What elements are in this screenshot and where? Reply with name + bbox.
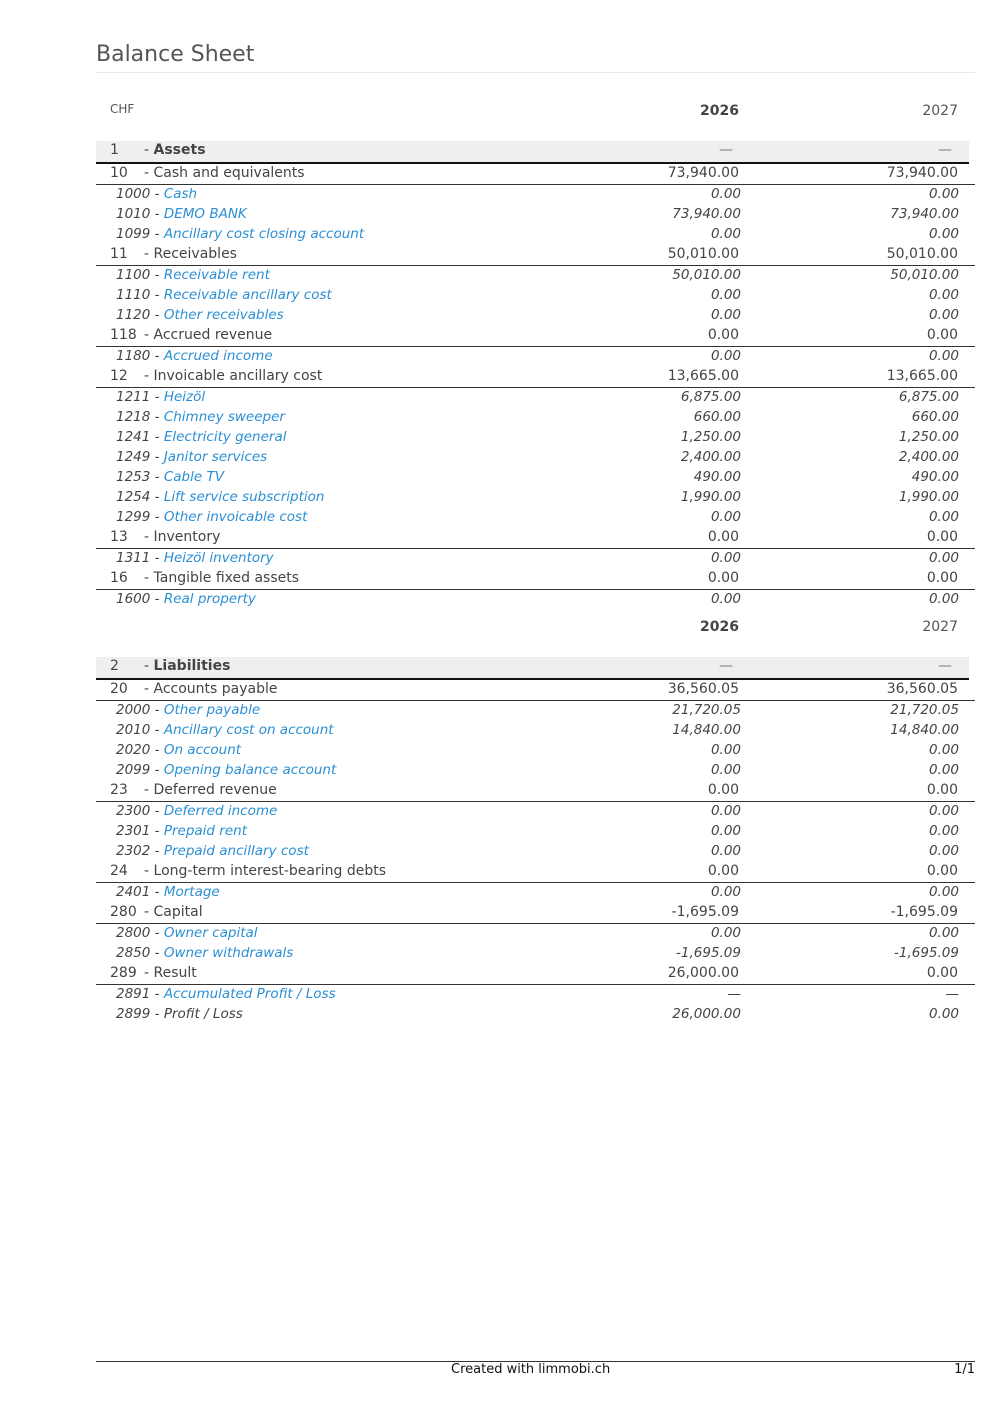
account-value-2026: 0.00 [710, 550, 741, 566]
account-value-2027: — [945, 986, 959, 1002]
group-name: Capital [153, 904, 203, 920]
class-name: Assets [153, 142, 206, 158]
account-label: 2300 - Deferred income [116, 803, 278, 819]
account-value-2026: 26,000.00 [672, 1006, 741, 1022]
account-value-2026: 6,875.00 [680, 389, 741, 405]
account-row [96, 549, 975, 569]
group-name: Cash and equivalents [153, 165, 305, 181]
group-number: 289 [110, 965, 137, 981]
group-label: - Result [144, 965, 197, 981]
account-link[interactable]: Other invoicable cost [163, 509, 308, 525]
account-link[interactable]: Ancillary cost on account [163, 722, 334, 738]
account-value-2027: 0.00 [928, 803, 959, 819]
group-name: Deferred revenue [153, 782, 277, 798]
group-label: - Tangible fixed assets [144, 570, 300, 586]
account-link[interactable]: Owner withdrawals [163, 945, 294, 961]
account-link[interactable]: Cash [163, 186, 198, 202]
account-value-2027: 73,940.00 [890, 206, 959, 222]
account-value-2026: 0.00 [710, 762, 741, 778]
group-row [96, 680, 975, 701]
account-row [96, 761, 975, 781]
account-label: 1211 - Heizöl [116, 389, 206, 405]
account-number: 1600 [116, 591, 151, 607]
page-number: 1/1 [954, 1362, 975, 1377]
account-link[interactable]: Receivable rent [163, 267, 270, 283]
account-value-2027: 2,400.00 [898, 449, 959, 465]
account-number: 1110 [116, 287, 151, 303]
account-value-2027: 0.00 [928, 843, 959, 859]
account-row [96, 508, 975, 528]
account-label: 1000 - Cash [116, 186, 198, 202]
account-value-2027: 1,250.00 [898, 429, 959, 445]
liabilities-section [96, 615, 975, 1025]
group-row [96, 964, 975, 985]
group-value-2027: 50,010.00 [886, 246, 958, 262]
group-value-2026: 0.00 [707, 570, 739, 586]
account-value-2026: 2,400.00 [680, 449, 741, 465]
account-value-2026: 14,840.00 [672, 722, 741, 738]
account-label: 1010 - DEMO BANK [116, 206, 247, 222]
group-value-2026: 73,940.00 [667, 165, 739, 181]
account-value-2026: -1,695.09 [676, 945, 741, 961]
group-number: 20 [110, 681, 128, 697]
account-value-2027: 0.00 [928, 550, 959, 566]
group-value-2027: 36,560.05 [886, 681, 958, 697]
account-row [96, 408, 975, 428]
account-row [96, 205, 975, 225]
group-row [96, 781, 975, 802]
group-label: - Deferred revenue [144, 782, 277, 798]
account-number: 1241 [116, 429, 151, 445]
account-number: 2000 [116, 702, 151, 718]
account-value-2026: 1,250.00 [680, 429, 741, 445]
account-value-2026: 0.00 [710, 884, 741, 900]
account-label: 1253 - Cable TV [116, 469, 224, 485]
account-label: 2899 - Profit / Loss [116, 1006, 243, 1022]
account-value-2026: 0.00 [710, 742, 741, 758]
class-value-2026: — [719, 658, 733, 674]
account-row [96, 721, 975, 741]
group-name: Accrued revenue [153, 327, 273, 343]
group-name: Accounts payable [153, 681, 278, 697]
account-number: 1099 [116, 226, 151, 242]
account-row [96, 388, 975, 408]
account-row [96, 306, 975, 326]
account-value-2026: 0.00 [710, 348, 741, 364]
account-label: 1218 - Chimney sweeper [116, 409, 285, 425]
group-number: 23 [110, 782, 128, 798]
account-label: 1299 - Other invoicable cost [116, 509, 308, 525]
account-link[interactable]: Electricity general [163, 429, 287, 445]
group-number: 11 [110, 246, 128, 262]
account-link[interactable]: Accrued income [163, 348, 273, 364]
group-value-2027: -1,695.09 [890, 904, 958, 920]
group-value-2027: 0.00 [926, 327, 958, 343]
account-label: 1099 - Ancillary cost closing account [116, 226, 365, 242]
account-row [96, 468, 975, 488]
account-row [96, 741, 975, 761]
account-value-2027: 0.00 [928, 591, 959, 607]
account-value-2027: 0.00 [928, 762, 959, 778]
account-row [96, 225, 975, 245]
account-number: 1311 [116, 550, 151, 566]
account-value-2027: 6,875.00 [898, 389, 959, 405]
class-value-2026: — [719, 142, 733, 158]
account-value-2027: 0.00 [928, 287, 959, 303]
account-label: 1100 - Receivable rent [116, 267, 270, 283]
group-value-2026: 36,560.05 [667, 681, 739, 697]
class-number: 1 [110, 142, 119, 158]
account-link[interactable]: Janitor services [163, 449, 268, 465]
account-row [96, 883, 975, 903]
year-column-2: 2027 [922, 619, 958, 635]
account-number: 2020 [116, 742, 151, 758]
account-number: 1299 [116, 509, 151, 525]
account-link[interactable]: Other receivables [163, 307, 284, 323]
account-value-2027: 1,990.00 [898, 489, 959, 505]
account-value-2027: 0.00 [928, 348, 959, 364]
account-value-2027: 0.00 [928, 509, 959, 525]
account-value-2027: 0.00 [928, 226, 959, 242]
account-label: 2301 - Prepaid rent [116, 823, 247, 839]
group-label: - Inventory [144, 529, 221, 545]
group-label: - Capital [144, 904, 203, 920]
account-label: 1110 - Receivable ancillary cost [116, 287, 332, 303]
account-number: 1180 [116, 348, 151, 364]
group-name: Inventory [153, 529, 221, 545]
group-number: 280 [110, 904, 137, 920]
account-row [96, 590, 975, 610]
group-label: - Receivables [144, 246, 237, 262]
group-number: 10 [110, 165, 128, 181]
account-label: 1311 - Heizöl inventory [116, 550, 274, 566]
account-link[interactable]: Ancillary cost closing account [163, 226, 365, 242]
account-link[interactable]: Lift service subscription [163, 489, 325, 505]
group-name: Invoicable ancillary cost [153, 368, 323, 384]
account-value-2027: 50,010.00 [890, 267, 959, 283]
class-value-2027: — [938, 658, 952, 674]
group-number: 118 [110, 327, 137, 343]
account-link[interactable]: Deferred income [163, 803, 278, 819]
liabilities-class-row [96, 657, 969, 680]
group-value-2027: 13,665.00 [886, 368, 958, 384]
account-value-2026: 1,990.00 [680, 489, 741, 505]
account-link[interactable]: Chimney sweeper [163, 409, 285, 425]
account-link[interactable]: Heizöl inventory [163, 550, 274, 566]
account-value-2027: 0.00 [928, 823, 959, 839]
account-link[interactable]: Heizöl [163, 389, 206, 405]
account-number: 2302 [116, 843, 151, 859]
account-link[interactable]: Other payable [163, 702, 261, 718]
account-link[interactable]: Owner capital [163, 925, 258, 941]
account-row [96, 266, 975, 286]
account-value-2026: 0.00 [710, 186, 741, 202]
account-row [96, 701, 975, 721]
account-number: 1211 [116, 389, 151, 405]
account-value-2027: 490.00 [911, 469, 959, 485]
group-number: 12 [110, 368, 128, 384]
account-number: 2401 [116, 884, 151, 900]
group-label: - Cash and equivalents [144, 165, 305, 181]
account-label: 2800 - Owner capital [116, 925, 258, 941]
group-label: - Invoicable ancillary cost [144, 368, 323, 384]
account-row [96, 985, 975, 1005]
group-value-2026: 0.00 [707, 863, 739, 879]
group-number: 24 [110, 863, 128, 879]
account-link[interactable]: Accumulated Profit / Loss [163, 986, 336, 1002]
account-value-2027: 21,720.05 [890, 702, 959, 718]
account-value-2027: 660.00 [911, 409, 959, 425]
account-row [96, 1005, 975, 1025]
group-row [96, 164, 975, 185]
year-column-2: 2027 [922, 103, 958, 119]
account-value-2027: 0.00 [928, 742, 959, 758]
group-row [96, 326, 975, 347]
group-value-2027: 0.00 [926, 570, 958, 586]
account-number: 2099 [116, 762, 151, 778]
account-label: 1249 - Janitor services [116, 449, 268, 465]
account-label: 2891 - Accumulated Profit / Loss [116, 986, 336, 1002]
group-value-2026: 13,665.00 [667, 368, 739, 384]
account-row [96, 924, 975, 944]
account-value-2026: 0.00 [710, 591, 741, 607]
class-name: Liabilities [153, 658, 231, 674]
class-number: 2 [110, 658, 119, 674]
account-number: 1010 [116, 206, 151, 222]
account-value-2026: 0.00 [710, 803, 741, 819]
group-value-2026: 26,000.00 [667, 965, 739, 981]
account-label: 2010 - Ancillary cost on account [116, 722, 334, 738]
account-value-2026: 0.00 [710, 307, 741, 323]
account-row [96, 347, 975, 367]
account-label: 1120 - Other receivables [116, 307, 284, 323]
account-number: 1218 [116, 409, 151, 425]
account-link[interactable]: Real property [163, 591, 256, 607]
account-value-2026: 50,010.00 [672, 267, 741, 283]
group-value-2027: 0.00 [926, 782, 958, 798]
account-number: 1000 [116, 186, 151, 202]
group-name: Long-term interest-bearing debts [153, 863, 387, 879]
account-link[interactable]: Opening balance account [163, 762, 337, 778]
account-value-2026: 0.00 [710, 509, 741, 525]
group-value-2027: 73,940.00 [886, 165, 958, 181]
account-link[interactable]: On account [163, 742, 242, 758]
account-row [96, 944, 975, 964]
group-row [96, 367, 975, 388]
group-value-2027: 0.00 [926, 863, 958, 879]
account-number: 1249 [116, 449, 151, 465]
group-row [96, 862, 975, 883]
group-value-2026: 0.00 [707, 327, 739, 343]
account-value-2026: 660.00 [693, 409, 741, 425]
title-divider [96, 72, 975, 73]
year-column-1: 2026 [700, 103, 739, 119]
account-label: 1254 - Lift service subscription [116, 489, 325, 505]
account-row [96, 842, 975, 862]
account-value-2027: 14,840.00 [890, 722, 959, 738]
currency-label: CHF [110, 102, 135, 116]
footer-text: Created with limmobi.ch [451, 1362, 611, 1377]
group-label: - Accrued revenue [144, 327, 273, 343]
account-value-2027: 0.00 [928, 307, 959, 323]
account-value-2026: 0.00 [710, 823, 741, 839]
account-row [96, 185, 975, 205]
account-value-2027: 0.00 [928, 884, 959, 900]
table-header [96, 615, 975, 657]
account-number: 2800 [116, 925, 151, 941]
account-label: 2401 - Mortage [116, 884, 220, 900]
account-value-2027: -1,695.09 [894, 945, 959, 961]
account-label: 1241 - Electricity general [116, 429, 287, 445]
class-value-2027: — [938, 142, 952, 158]
group-number: 16 [110, 570, 128, 586]
account-number: 2899 [116, 1006, 151, 1022]
account-link[interactable]: Receivable ancillary cost [163, 287, 332, 303]
group-label: - Long-term interest-bearing debts [144, 863, 387, 879]
page-title: Balance Sheet [96, 42, 255, 67]
account-value-2026: 0.00 [710, 843, 741, 859]
account-value-2026: 73,940.00 [672, 206, 741, 222]
account-value-2027: 0.00 [928, 925, 959, 941]
account-row [96, 448, 975, 468]
account-row [96, 802, 975, 822]
group-row [96, 903, 975, 924]
group-number: 13 [110, 529, 128, 545]
account-value-2026: 0.00 [710, 226, 741, 242]
account-number: 1120 [116, 307, 151, 323]
account-row [96, 428, 975, 448]
account-link[interactable]: Mortage [163, 884, 220, 900]
account-value-2026: 21,720.05 [672, 702, 741, 718]
account-number: 2850 [116, 945, 151, 961]
account-value-2026: 0.00 [710, 287, 741, 303]
class-label: - Assets [144, 142, 206, 158]
account-link[interactable]: DEMO BANK [163, 206, 247, 222]
group-label: - Accounts payable [144, 681, 278, 697]
account-value-2026: 0.00 [710, 925, 741, 941]
account-row [96, 286, 975, 306]
group-value-2026: 0.00 [707, 529, 739, 545]
table-header [96, 99, 975, 141]
account-link[interactable]: Prepaid rent [163, 823, 247, 839]
group-row [96, 245, 975, 266]
group-name: Tangible fixed assets [153, 570, 300, 586]
account-number: 1254 [116, 489, 151, 505]
account-name: Profit / Loss [163, 1006, 243, 1022]
class-label: - Liabilities [144, 658, 231, 674]
account-number: 2301 [116, 823, 151, 839]
assets-section [96, 99, 975, 610]
account-link[interactable]: Prepaid ancillary cost [163, 843, 309, 859]
account-value-2027: 0.00 [928, 1006, 959, 1022]
group-row [96, 569, 975, 590]
year-column-1: 2026 [700, 619, 739, 635]
account-label: 2000 - Other payable [116, 702, 261, 718]
group-value-2026: 0.00 [707, 782, 739, 798]
account-value-2026: — [727, 986, 741, 1002]
account-value-2027: 0.00 [928, 186, 959, 202]
account-row [96, 488, 975, 508]
group-name: Receivables [153, 246, 237, 262]
account-number: 1100 [116, 267, 151, 283]
group-value-2026: 50,010.00 [667, 246, 739, 262]
account-label: 2020 - On account [116, 742, 242, 758]
account-label: 1180 - Accrued income [116, 348, 273, 364]
account-number: 2891 [116, 986, 151, 1002]
account-link[interactable]: Cable TV [163, 469, 224, 485]
account-label: 2302 - Prepaid ancillary cost [116, 843, 309, 859]
account-label: 2099 - Opening balance account [116, 762, 337, 778]
account-number: 2300 [116, 803, 151, 819]
account-number: 1253 [116, 469, 151, 485]
group-value-2027: 0.00 [926, 965, 958, 981]
account-label: 2850 - Owner withdrawals [116, 945, 294, 961]
group-value-2026: -1,695.09 [671, 904, 739, 920]
assets-class-row [96, 141, 969, 164]
group-row [96, 528, 975, 549]
account-label: 1600 - Real property [116, 591, 256, 607]
account-value-2026: 490.00 [693, 469, 741, 485]
account-number: 2010 [116, 722, 151, 738]
group-value-2027: 0.00 [926, 529, 958, 545]
account-row [96, 822, 975, 842]
group-name: Result [153, 965, 197, 981]
